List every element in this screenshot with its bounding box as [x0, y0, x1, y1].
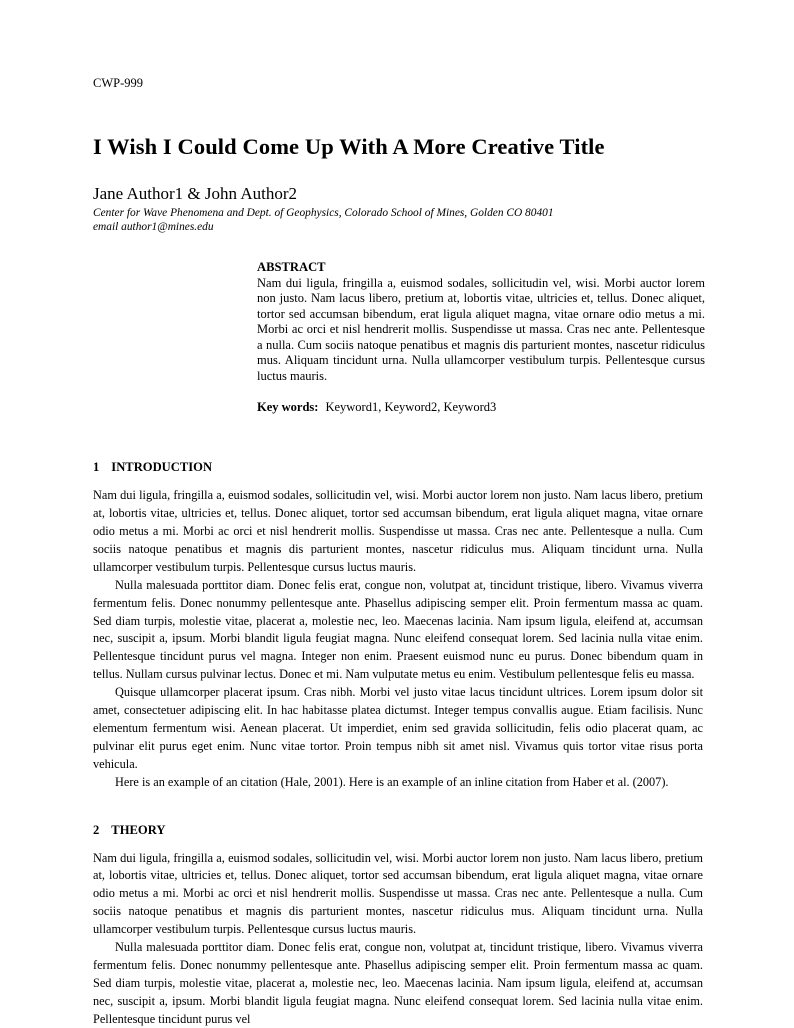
keywords-line: [257, 400, 705, 416]
section-introduction: [93, 460, 703, 791]
report-number: CWP-999: [93, 76, 143, 90]
abstract-text: Nam dui ligula, fringilla a, euismod sodales, sollicitudin vel, wisi. Morbi auctor lorem non justo. Nam lacus libero, pretium at, lobortis vitae, ultricies et, tellus. Donec aliquet, tortor sed accumsan bibendum, erat ligula aliquet magna, vitae ornare odio metus a mi. Morbi ac orci et nisl hendrerit mollis. Suspendisse ut massa. Cras nec ante. Pellentesque a nulla. Cum sociis natoque penatibus et magnis dis parturient montes, nascetur ridiculus mus. Aliquam tincidunt urna. Nulla ullamcorper vestibulum turpis. Pellentesque cursus luctus mauris.: [257, 275, 705, 384]
section-theory: [93, 823, 703, 1028]
section-theory-heading: [93, 823, 703, 838]
section-introduction-heading: [93, 460, 703, 475]
paper-title: I Wish I Could Come Up With A More Creative Title: [93, 134, 605, 159]
paragraph: Quisque ullamcorper placerat ipsum. Cras nibh. Morbi vel justo vitae lacus tincidunt ultrices. Lorem ipsum dolor sit amet, consectetuer adipiscing elit. In hac habitasse platea dictumst. Integer tempus convallis augue. Etiam facilisis. Nunc elementum fermentum wisi. Aenean placerat. Ut imperdiet, enim sed gravida sollicitudin, felis odio placerat quam, ac pulvinar elit purus eget enim. Nunc vitae tortor. Proin tempus nibh sit amet nisl. Vivamus quis tortor vitae risus porta vehicula.: [93, 685, 703, 771]
author-affiliation: Center for Wave Phenomena and Dept. of Geophysics, Colorado School of Mines, Golden CO 80401: [93, 207, 554, 219]
section-theory-title: THEORY: [111, 822, 166, 837]
paper-content: [93, 0, 703, 1028]
abstract-heading: ABSTRACT: [257, 260, 326, 274]
paragraph-citation-example: Here is an example of an citation (Hale, 2001). Here is an example of an inline citation from Haber et al. (2007).: [115, 774, 669, 789]
section-introduction-body: [93, 487, 703, 791]
paragraph: Nulla malesuada porttitor diam. Donec felis erat, congue non, volutpat at, tincidunt tristique, libero. Vivamus viverra fermentum felis. Donec nonummy pellentesque ante. Phasellus adipiscing semper elit. Proin fermentum massa ac quam. Sed diam turpis, molestie vitae, placerat a, molestie nec, leo. Maecenas lacinia. Nam ipsum ligula, eleifend at, accumsan nec, suscipit a, ipsum. Morbi blandit ligula feugiat magna. Nunc eleifend consequat lorem. Sed lacinia nulla vitae enim. Pellentesque tincidunt purus vel magna. Integer non enim. Praesent euismod nunc eu purus. Donec bibendum quam in tellus. Nullam cursus pulvinar lectus. Donec et mi. Nam vulputate metus eu enim. Vestibulum pellentesque felis eu massa.: [93, 577, 703, 682]
paragraph: Nam dui ligula, fringilla a, euismod sodales, sollicitudin vel, wisi. Morbi auctor lorem non justo. Nam lacus libero, pretium at, lobortis vitae, ultricies et, tellus. Donec aliquet, tortor sed accumsan bibendum, erat ligula aliquet magna, vitae ornare odio metus a mi. Morbi ac orci et nisl hendrerit mollis. Suspendisse ut massa. Cras nec ante. Pellentesque a nulla. Cum sociis natoque penatibus et magnis dis parturient montes, nascetur ridiculus mus. Aliquam tincidunt urna. Nulla ullamcorper vestibulum turpis. Pellentesque cursus luctus mauris.: [93, 488, 703, 574]
keywords-list: Keyword1, Keyword2, Keyword3: [325, 399, 497, 414]
paragraph: Nulla malesuada porttitor diam. Donec felis erat, congue non, volutpat at, tincidunt tristique, libero. Vivamus viverra fermentum felis. Donec nonummy pellentesque ante. Phasellus adipiscing semper elit. Proin fermentum massa ac quam. Sed diam turpis, molestie vitae, placerat a, molestie nec, leo. Maecenas lacinia. Nam ipsum ligula, eleifend at, accumsan nec, suscipit a, ipsum. Morbi blandit ligula feugiat magna. Nunc eleifend consequat lorem. Sed lacinia nulla vitae enim. Pellentesque tincidunt purus vel: [93, 940, 703, 1026]
paragraph: Nam dui ligula, fringilla a, euismod sodales, sollicitudin vel, wisi. Morbi auctor lorem non justo. Nam lacus libero, pretium at, lobortis vitae, ultricies et, tellus. Donec aliquet, tortor sed accumsan bibendum, erat ligula aliquet magna, vitae ornare odio metus a mi. Morbi ac orci et nisl hendrerit mollis. Suspendisse ut massa. Cras nec ante. Pellentesque a nulla. Cum sociis natoque penatibus et magnis dis parturient montes, nascetur ridiculus mus. Aliquam tincidunt urna. Nulla ullamcorper vestibulum turpis. Pellentesque cursus luctus mauris.: [93, 850, 703, 937]
abstract-block: [257, 260, 705, 415]
section-introduction-number: 1: [93, 460, 100, 475]
section-theory-body: [93, 850, 703, 1028]
author-email: email author1@mines.edu: [93, 220, 214, 233]
section-introduction-title: INTRODUCTION: [111, 460, 213, 475]
section-theory-number: 2: [93, 822, 100, 837]
keywords-label: Key words:: [257, 399, 319, 414]
author-names: Jane Author1 & John Author2: [93, 184, 297, 203]
